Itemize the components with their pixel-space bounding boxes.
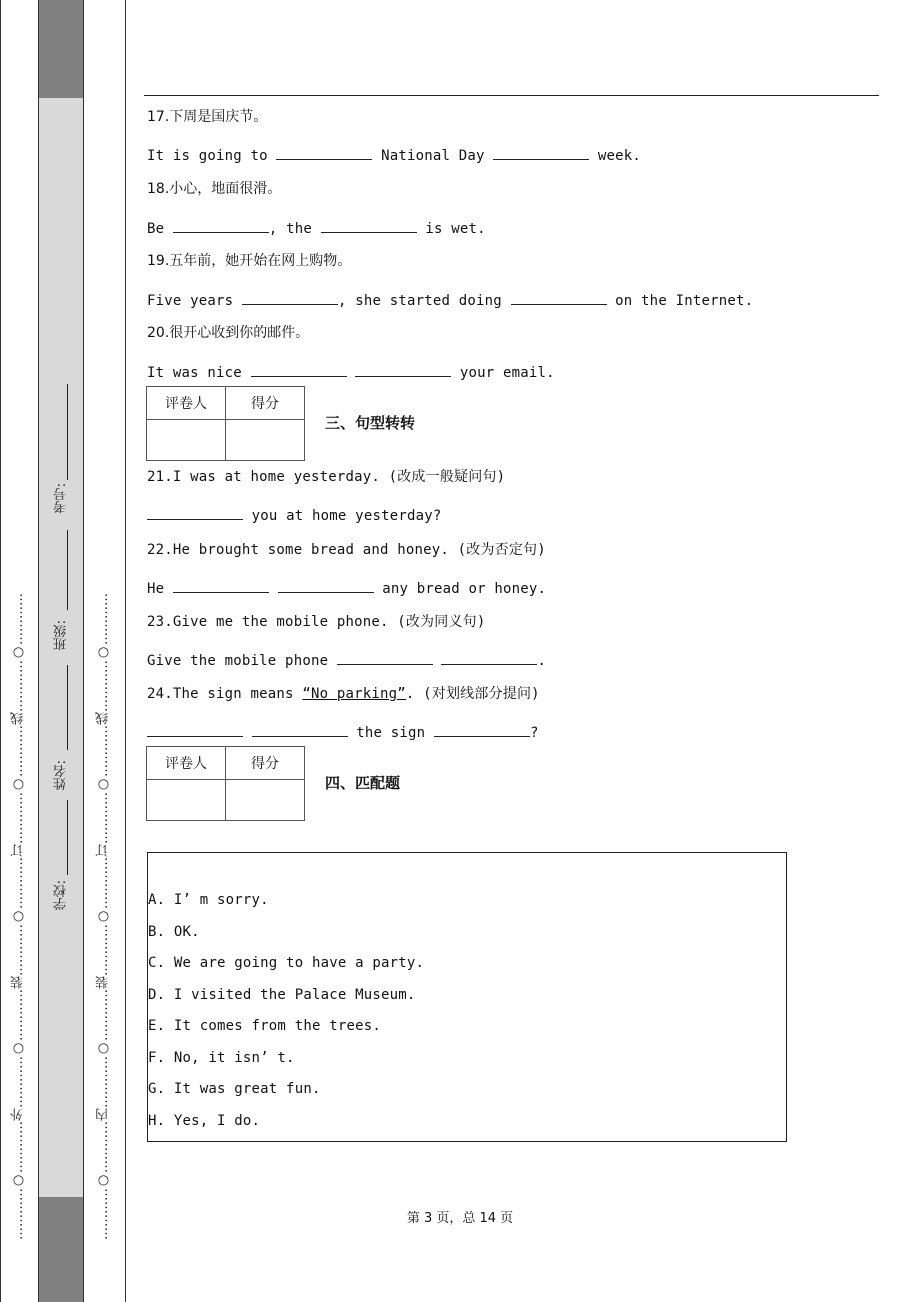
q24-blank-1[interactable]	[147, 722, 243, 737]
q23-sentence	[147, 650, 546, 669]
grader-header: 评卷人	[147, 387, 226, 420]
q19-text-c: on the Internet.	[615, 293, 754, 309]
margin-inner-border	[125, 0, 126, 1302]
option-c: C. We are going to have a party.	[148, 955, 425, 971]
option-e: E. It comes from the trees.	[148, 1018, 381, 1034]
q17-text-b: National Day	[381, 148, 485, 164]
q17-sentence	[147, 145, 641, 164]
q19-prompt: 19.五年前，她开始在网上购物。	[147, 253, 352, 269]
q19-blank-2[interactable]	[511, 290, 607, 305]
q20-sentence	[147, 362, 555, 381]
option-d: D. I visited the Palace Museum.	[148, 987, 416, 1003]
q23-prompt: 23.Give me the mobile phone. (改为同义句)	[147, 614, 486, 630]
exam-number-line	[67, 384, 68, 480]
q21-blank-1[interactable]	[147, 505, 243, 520]
q24-sentence	[147, 722, 539, 741]
q24-blank-3[interactable]	[434, 722, 530, 737]
inner-seal-strip: …………○…………内…………○…………装…………○…………订…………○…………线…………○…………	[96, 593, 111, 1240]
school-label: 学校:	[54, 880, 69, 911]
q21-prompt: 21.I was at home yesterday. (改成一般疑问句)	[147, 469, 506, 485]
class-label: 班级:	[54, 620, 69, 651]
score-table-section4	[146, 746, 305, 821]
section3-title: 三、句型转转	[325, 414, 416, 432]
q24-text-a: 24.The sign means	[147, 686, 294, 702]
q22-prompt: 22.He brought some bread and honey. (改为否定句)	[147, 542, 546, 558]
q18-sentence	[147, 218, 486, 237]
q24-text-b2: the sign	[356, 725, 426, 741]
q23-text-c: .	[537, 653, 547, 669]
q23-blank-2[interactable]	[441, 650, 537, 665]
q23-text-a: Give the mobile phone	[147, 653, 329, 669]
q24-underlined-phrase: “No parking”	[302, 686, 406, 702]
q17-blank-2[interactable]	[493, 145, 589, 160]
option-g: G. It was great fun.	[148, 1081, 321, 1097]
q18-text-c: is wet.	[425, 221, 486, 237]
outer-seal-strip: …………○…………外…………○…………装…………○…………订…………○…………线…………○…………	[11, 593, 26, 1240]
q20-text-a: It was nice	[147, 365, 242, 381]
q22-blank-1[interactable]	[173, 578, 269, 593]
q20-prompt: 20.很开心收到你的邮件。	[147, 325, 310, 341]
q24-prompt	[147, 683, 540, 703]
q19-sentence	[147, 290, 753, 309]
score-header: 得分	[226, 387, 305, 420]
q20-blank-2[interactable]	[355, 362, 451, 377]
q18-blank-2[interactable]	[321, 218, 417, 233]
score-table-section3	[146, 386, 305, 461]
header-rule	[144, 95, 879, 96]
q19-text-b: , she started doing	[337, 293, 502, 309]
name-label: 姓名:	[54, 760, 69, 791]
q24-blank-2[interactable]	[252, 722, 348, 737]
q19-blank-1[interactable]	[242, 290, 338, 305]
grader-cell[interactable]	[147, 420, 226, 461]
section4-title: 四、匹配题	[325, 774, 401, 792]
q18-prompt: 18.小心，地面很滑。	[147, 181, 282, 197]
score-cell[interactable]	[226, 420, 305, 461]
q17-text-a: It is going to	[147, 148, 268, 164]
q21-sentence	[147, 505, 441, 524]
q20-blank-1[interactable]	[251, 362, 347, 377]
option-b: B. OK.	[148, 924, 200, 940]
q22-sentence	[147, 578, 546, 597]
page-footer: 第 3 页，总 14 页	[406, 1211, 514, 1226]
name-line	[67, 665, 68, 750]
school-line	[67, 800, 68, 875]
q19-text-a: Five years	[147, 293, 234, 309]
q22-blank-2[interactable]	[278, 578, 374, 593]
q21-text: you at home yesterday?	[251, 508, 442, 524]
q22-text-a: He	[147, 581, 165, 597]
q17-prompt: 17.下周是国庆节。	[147, 109, 268, 125]
q24-text-c: ?	[529, 725, 539, 741]
q18-blank-1[interactable]	[173, 218, 269, 233]
grader-header: 评卷人	[147, 747, 226, 780]
score-header: 得分	[226, 747, 305, 780]
q18-text-a: Be	[147, 221, 165, 237]
margin-gray-band	[38, 0, 84, 1302]
binding-margin	[0, 0, 126, 1302]
margin-dark-top	[38, 0, 84, 98]
margin-outer-border	[0, 0, 1, 1302]
q17-text-c: week.	[597, 148, 642, 164]
class-line	[67, 530, 68, 610]
grader-cell[interactable]	[147, 780, 226, 821]
score-cell[interactable]	[226, 780, 305, 821]
q18-text-b: , the	[268, 221, 313, 237]
q22-text-c: any bread or honey.	[382, 581, 547, 597]
q20-text-c: your email.	[459, 365, 555, 381]
q24-text-b: . (对划线部分提问)	[405, 686, 540, 702]
exam-number-label: 考号:	[54, 483, 69, 514]
q17-blank-1[interactable]	[276, 145, 372, 160]
option-h: H. Yes, I do.	[148, 1113, 261, 1129]
q23-blank-1[interactable]	[337, 650, 433, 665]
option-a: A. I’ m sorry.	[148, 892, 269, 908]
option-f: F. No, it isn’ t.	[148, 1050, 295, 1066]
